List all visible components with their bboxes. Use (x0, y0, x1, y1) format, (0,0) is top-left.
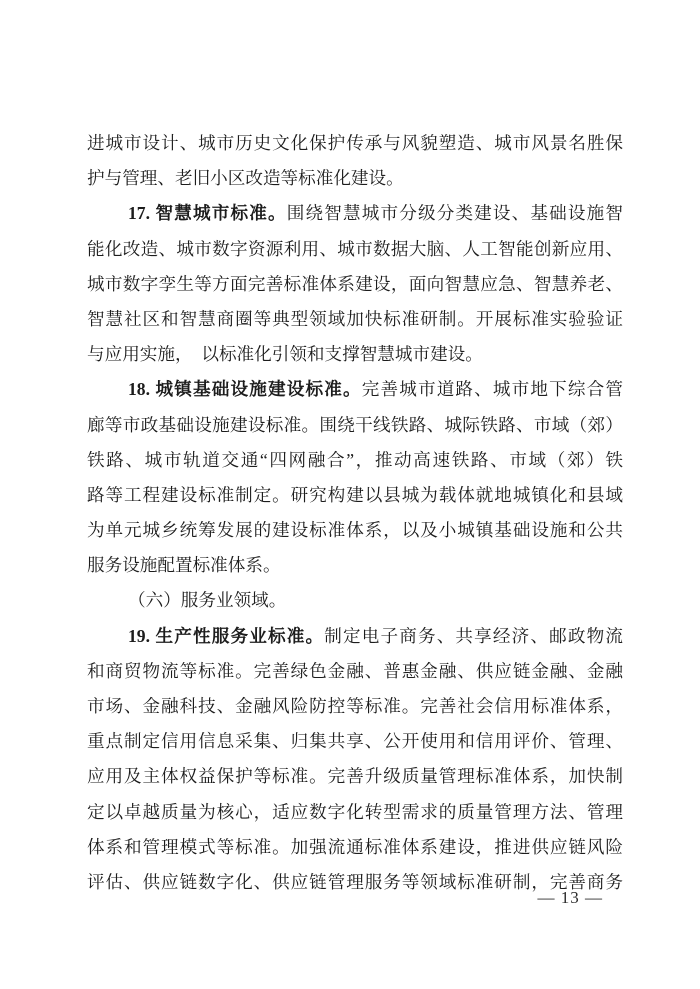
line-text: 体系和管理模式等标准。加强流通标准体系建设，推进供应链风险 (87, 836, 623, 857)
text-line (87, 161, 623, 196)
text-line (87, 126, 623, 161)
line-text: 城市数字孪生等方面完善标准体系建设，面向智慧应急、智慧养老、 (87, 273, 623, 294)
text-line-item-17 (87, 196, 623, 231)
line-text: 完善城市道路、城市地下综合管 (361, 379, 623, 400)
text-line-item-19 (87, 619, 623, 654)
text-line (87, 478, 623, 513)
line-text: 能化改造、城市数字资源利用、城市数据大脑、人工智能创新应用、 (87, 238, 623, 259)
page-number: — 13 — (537, 888, 603, 907)
line-text: 路等工程建设标准制定。研究构建以县城为载体就地城镇化和县域 (87, 484, 623, 505)
line-text: 与应用实施， 以标准化引领和支撑智慧城市建设。 (87, 344, 483, 365)
text-block (87, 126, 623, 900)
section-heading-text: （六）服务业领域。 (128, 590, 287, 611)
line-text: 评估、供应链数字化、供应链管理服务等领域标准研制，完善商务 (87, 871, 623, 892)
text-line (87, 724, 623, 759)
line-text: 为单元城乡统筹发展的建设标准体系，以及小城镇基础设施和公共 (87, 520, 623, 541)
text-line (87, 689, 623, 724)
line-text: 定以卓越质量为核心，适应数字化转型需求的质量管理方法、管理 (87, 801, 623, 822)
text-line (87, 654, 623, 689)
text-line (87, 443, 623, 478)
item-18-lead-label: 18. 城镇基础设施建设标准。 (128, 379, 362, 400)
text-line (87, 408, 623, 443)
line-text: 应用及主体权益保护等标准。完善升级质量管理标准体系，加快制 (87, 766, 623, 787)
text-line (87, 513, 623, 548)
text-line (87, 830, 623, 865)
line-text: 智慧社区和智慧商圈等典型领域加快标准研制。开展标准实验验证 (87, 308, 623, 329)
line-text: 围绕智慧城市分级分类建设、基础设施智 (286, 203, 623, 224)
text-line (87, 795, 623, 830)
text-line-item-18 (87, 372, 623, 407)
item-19-lead-label: 19. 生产性服务业标准。 (128, 625, 325, 646)
text-line (87, 548, 623, 583)
line-text: 进城市设计、城市历史文化保护传承与风貌塑造、城市风景名胜保 (87, 133, 623, 153)
line-text: 护与管理、老旧小区改造等标准化建设。 (87, 168, 404, 189)
section-6-heading-line (87, 583, 623, 618)
item-17-lead-label: 17. 智慧城市标准。 (128, 203, 287, 224)
line-text: 服务设施配置标准体系。 (87, 555, 281, 576)
line-text: 铁路、城市轨道交通“四网融合”，推动高速铁路、市域（郊）铁 (87, 449, 623, 470)
text-line (87, 232, 623, 267)
line-text: 制定电子商务、共享经济、邮政物流 (324, 625, 623, 646)
line-text: 和商贸物流等标准。完善绿色金融、普惠金融、供应链金融、金融 (87, 660, 623, 681)
text-line (87, 267, 623, 302)
line-text: 廊等市政基础设施建设标准。围绕干线铁路、城际铁路、市域（郊） (87, 414, 623, 435)
line-text: 重点制定信用信息采集、归集共享、公开使用和信用评价、管理、 (87, 731, 623, 752)
line-text: 市场、金融科技、金融风险防控等标准。完善社会信用标准体系， (87, 696, 623, 716)
text-line (87, 302, 623, 337)
text-line (87, 759, 623, 794)
text-line (87, 337, 623, 372)
